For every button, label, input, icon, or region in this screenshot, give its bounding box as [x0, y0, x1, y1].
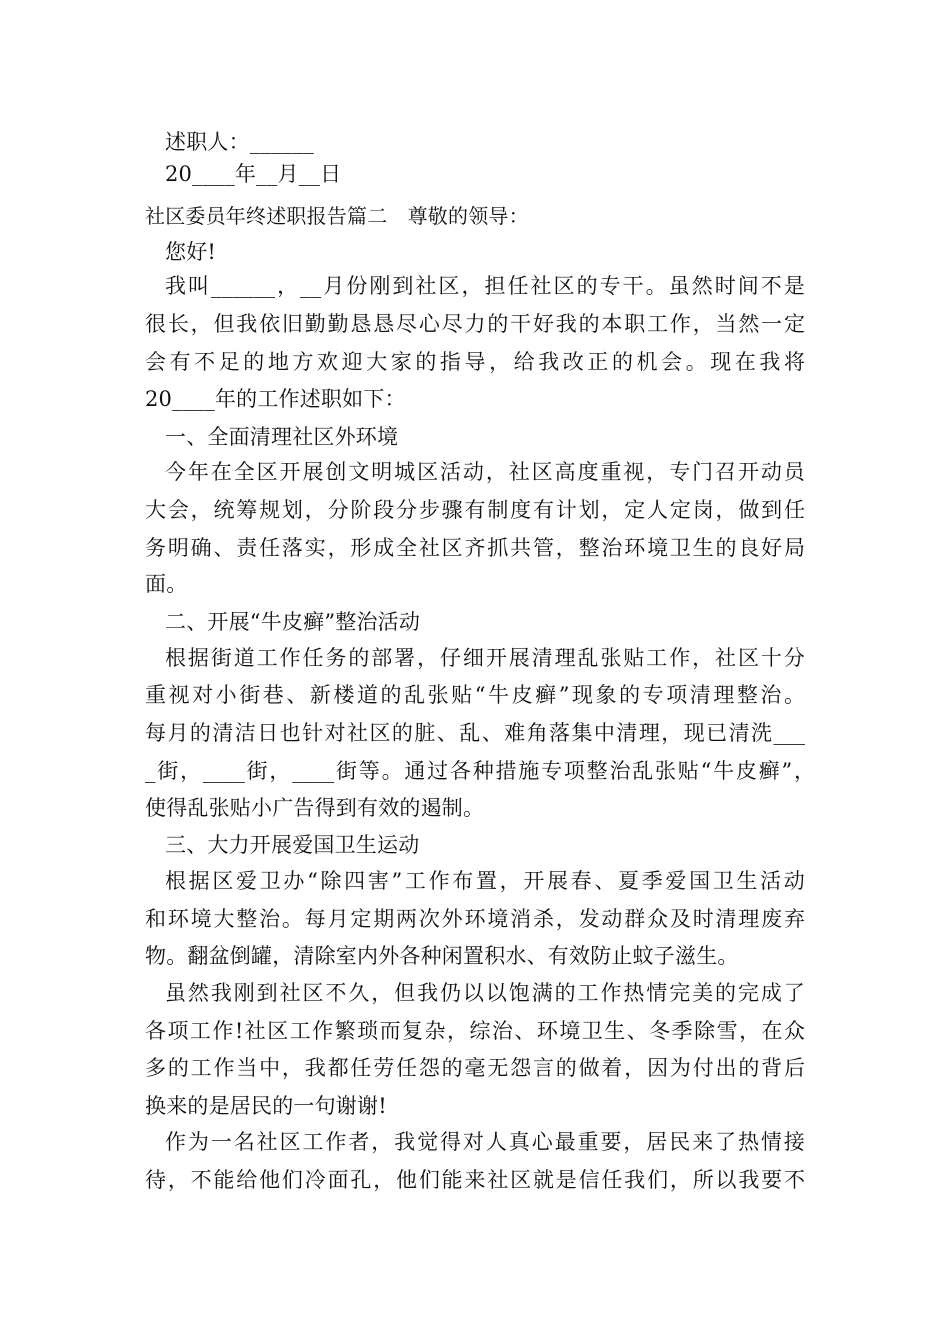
paragraph-line: 物。翻盆倒罐，清除室内外各种闲置积水、有效防止蚊子滋生。 [145, 944, 739, 968]
section-heading: 二、开展“牛皮癣”整治活动 [165, 610, 421, 634]
paragraph-line: 使得乱张贴小广告得到有效的遏制。 [145, 796, 485, 820]
paragraph-line: 换来的是居民的一句谢谢! [145, 1094, 387, 1118]
paragraph-line: 根据区爱卫办“除四害”工作布置，开展春、夏季爱国卫生活动 [165, 869, 805, 893]
signer-line: 述职人：______ [165, 130, 314, 154]
section-heading: 三、大力开展爱国卫生运动 [165, 833, 420, 857]
report-title-salutation: 社区委员年终述职报告篇二 尊敬的领导： [145, 204, 529, 228]
paragraph-line: 虽然我刚到社区不久，但我仍以以饱满的工作热情完美的完成了 [165, 981, 805, 1005]
paragraph-line: 多的工作当中，我都任劳任怨的毫无怨言的做着，因为付出的背后 [145, 1056, 805, 1080]
section-heading: 一、全面清理社区外环境 [165, 425, 399, 449]
paragraph-line: 和环境大整治。每月定期两次外环境消杀，发动群众及时清理废弃 [145, 907, 805, 931]
paragraph-line: 每月的清洁日也针对社区的脏、乱、难角落集中清理，现已清洗___ [145, 721, 805, 745]
paragraph-line: 面。 [145, 572, 188, 596]
paragraph-line: 20____年的工作述职如下： [145, 387, 406, 411]
paragraph-line: _街，____街，____街等。通过各种措施专项整治乱张贴“牛皮癣”， [145, 759, 815, 783]
paragraph-line: 根据街道工作任务的部署，仔细开展清理乱张贴工作，社区十分 [165, 646, 805, 670]
paragraph-line: 重视对小街巷、新楼道的乱张贴“牛皮癣”现象的专项清理整治。 [145, 683, 805, 707]
paragraph-line: 大会，统筹规划，分阶段分步骤有制度有计划，定人定岗，做到任 [145, 498, 805, 522]
date-line: 20____年__月__日 [165, 162, 342, 186]
paragraph-line: 我叫______，__月份刚到社区，担任社区的专干。虽然时间不是 [165, 274, 805, 298]
paragraph-line: 很长，但我依旧勤勤恳恳尽心尽力的干好我的本职工作，当然一定 [145, 312, 805, 336]
greeting: 您好! [165, 240, 217, 264]
paragraph-line: 务明确、责任落实，形成全社区齐抓共管，整治环境卫生的良好局 [145, 536, 805, 560]
paragraph-line: 各项工作!社区工作繁琐而复杂，综治、环境卫生、冬季除雪，在众 [145, 1019, 805, 1043]
paragraph-line: 待，不能给他们冷面孔，他们能来社区就是信任我们，所以我要不 [145, 1168, 805, 1192]
paragraph-line: 今年在全区开展创文明城区活动，社区高度重视，专门召开动员 [165, 460, 805, 484]
paragraph-line: 会有不足的地方欢迎大家的指导，给我改正的机会。现在我将 [145, 350, 805, 374]
paragraph-line: 作为一名社区工作者，我觉得对人真心最重要，居民来了热情接 [165, 1130, 805, 1154]
